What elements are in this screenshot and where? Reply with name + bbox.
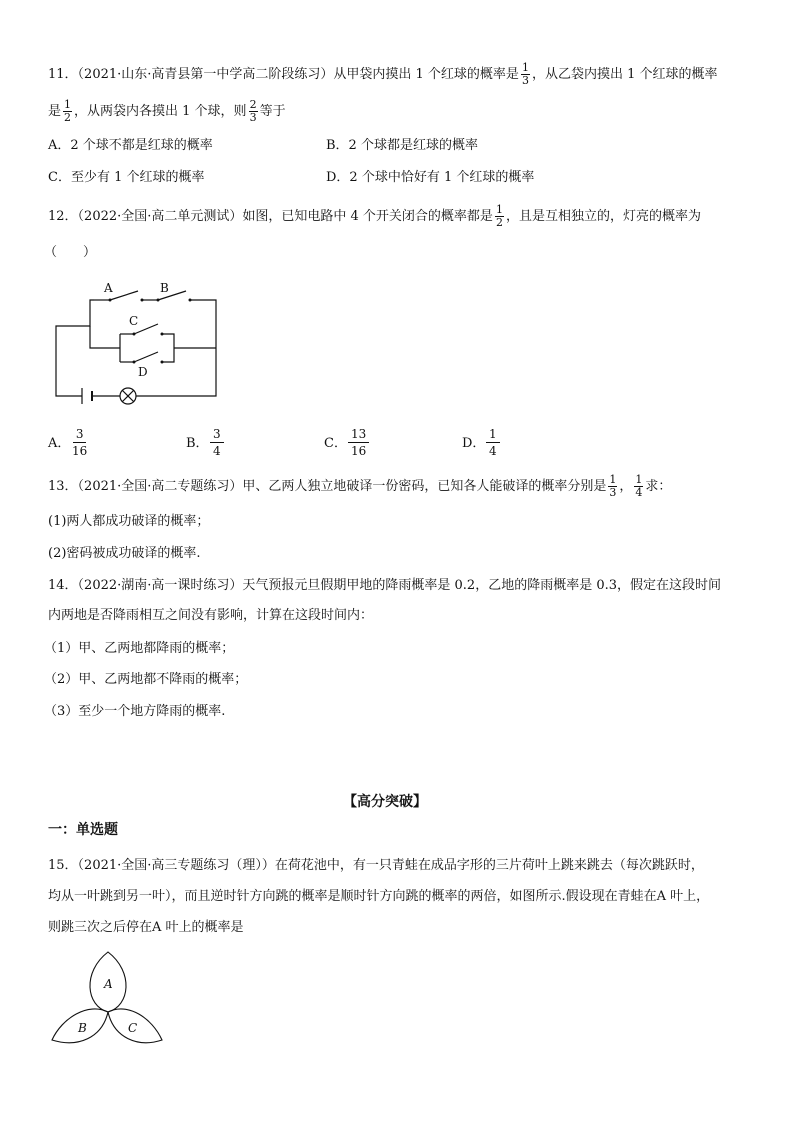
q12-option-c-fraction bbox=[348, 426, 369, 459]
q14-sub1: （1）甲、乙两地都降雨的概率； bbox=[44, 641, 235, 656]
q14-sub3: （3）至少一个地方降雨的概率. bbox=[44, 704, 226, 719]
q11-fraction-3 bbox=[249, 99, 258, 124]
q12-option-c-den: 16 bbox=[351, 444, 367, 458]
q13-frac2-den: 4 bbox=[635, 486, 643, 499]
q11-option-a: A．2 个球不都是红球的概率 bbox=[48, 138, 213, 153]
q15-line3: 则跳三次之后停在A 叶上的概率是 bbox=[48, 920, 244, 935]
q12-option-c-num: 13 bbox=[348, 426, 369, 443]
switch-d-blade bbox=[134, 352, 158, 362]
q12-option-b-num: 3 bbox=[210, 426, 224, 443]
q11-text-1a: 11．（2021·山东·高青县第一中学高二阶段练习）从甲袋内摸出 1 个红球的概率是 bbox=[48, 67, 519, 82]
q11-text-2a: 是 bbox=[48, 104, 62, 119]
leaf-label-a: A bbox=[104, 977, 113, 991]
q12-option-a-num: 3 bbox=[73, 426, 87, 443]
q12-line1 bbox=[48, 204, 701, 229]
circuit-wire-right bbox=[190, 300, 216, 348]
circuit-label-b: B bbox=[160, 281, 169, 295]
section-title: 【高分突破】 bbox=[343, 794, 427, 810]
leaf-label-b: B bbox=[78, 1021, 87, 1035]
q12-circuit-diagram bbox=[40, 278, 240, 408]
q13-fraction-2 bbox=[634, 474, 643, 499]
q11-line2 bbox=[48, 99, 286, 124]
q12-option-b-den: 4 bbox=[213, 444, 221, 458]
q14-line2: 内两地是否降雨相互之间没有影响，计算在这段时间内： bbox=[48, 608, 374, 623]
q12-option-b-fraction bbox=[210, 426, 224, 459]
q11-frac1-num: 1 bbox=[521, 61, 529, 74]
q13-frac1-num: 1 bbox=[609, 473, 617, 486]
q11-line1 bbox=[48, 62, 717, 87]
q13-frac2-num: 1 bbox=[635, 473, 643, 486]
q11-option-c: C．至少有 1 个红球的概率 bbox=[48, 170, 205, 185]
q13-frac1-den: 3 bbox=[609, 486, 617, 499]
q13-sub2: (2)密码被成功破译的概率. bbox=[48, 546, 201, 561]
q15-lotus-leaves-diagram bbox=[48, 946, 168, 1058]
q13-text-1a: 13．（2021·全国·高二专题练习）甲、乙两人独立地破译一份密码，已知各人能破译的概率分别是 bbox=[48, 479, 607, 494]
q12-frac-num: 1 bbox=[495, 203, 503, 216]
q12-text-1a: 12．（2022·全国·高二单元测试）如图，已知电路中 4 个开关闭合的概率都是 bbox=[48, 209, 493, 224]
q12-option-d-den: 4 bbox=[489, 444, 497, 458]
q11-text-1b: ，从乙袋内摸出 1 个红球的概率 bbox=[531, 67, 718, 82]
q11-text-2b: ，从两袋内各摸出 1 个球，则 bbox=[74, 104, 247, 119]
q14-sub2: （2）甲、乙两地都不降雨的概率； bbox=[44, 672, 248, 687]
q12-answer-paren: （ ） bbox=[44, 245, 97, 260]
section-subtitle: 一：单选题 bbox=[48, 822, 118, 838]
q12-option-c-letter: C． bbox=[324, 436, 347, 451]
q11-fraction-1 bbox=[521, 62, 530, 87]
q12-option-a-fraction bbox=[72, 426, 87, 459]
q11-frac3-num: 2 bbox=[249, 98, 257, 111]
q11-frac2-den: 2 bbox=[64, 111, 72, 124]
q12-option-a-den: 16 bbox=[72, 444, 88, 458]
q13-separator: ， bbox=[619, 479, 633, 494]
q12-frac-den: 2 bbox=[495, 216, 503, 229]
q11-option-d: D．2 个球中恰好有 1 个红球的概率 bbox=[326, 170, 535, 185]
switch-a-blade bbox=[110, 291, 138, 300]
q13-fraction-1 bbox=[608, 474, 617, 499]
q13-sub1: (1)两人都成功破译的概率； bbox=[48, 514, 210, 529]
cd-right-bus bbox=[162, 334, 174, 362]
q11-frac2-num: 1 bbox=[64, 98, 72, 111]
circuit-wire-left bbox=[56, 300, 94, 396]
q11-fraction-2 bbox=[63, 99, 72, 124]
q12-option-a-letter: A． bbox=[48, 436, 71, 451]
branch-cd-wire bbox=[90, 326, 120, 348]
q12-option-d-fraction bbox=[486, 426, 500, 459]
q11-text-2c: 等于 bbox=[259, 104, 286, 119]
q15-line1: 15．（2021·全国·高三专题练习（理））在荷花池中，有一只青蛙在成品字形的三片荷叶上跳来跳去（每次跳跃时， bbox=[48, 858, 704, 873]
q12-option-d-num: 1 bbox=[486, 426, 500, 443]
q13-line1 bbox=[48, 474, 671, 499]
q14-line1: 14．（2022·湖南·高一课时练习）天气预报元旦假期甲地的降雨概率是 0.2，乙地的降雨概率是 0.3，假定在这段时间 bbox=[48, 578, 722, 593]
q11-frac3-den: 3 bbox=[249, 111, 257, 124]
circuit-wire-bottom-right bbox=[136, 348, 216, 396]
q11-frac1-den: 3 bbox=[521, 74, 529, 87]
circuit-label-d: D bbox=[138, 365, 148, 379]
circuit-label-a: A bbox=[104, 281, 113, 295]
q12-text-1b: ，且是互相独立的，灯亮的概率为 bbox=[505, 209, 701, 224]
q12-option-b-letter: B． bbox=[186, 436, 209, 451]
leaf-label-c: C bbox=[128, 1021, 138, 1035]
q13-text-1b: 求： bbox=[645, 479, 672, 494]
q11-option-b: B．2 个球都是红球的概率 bbox=[326, 138, 478, 153]
circuit-label-c: C bbox=[129, 314, 139, 328]
q15-line2: 均从一叶跳到另一叶），而且逆时针方向跳的概率是顺时针方向跳的概率的两倍，如图所示.假设现在青蛙在A 叶上， bbox=[48, 889, 710, 904]
q12-option-d-letter: D． bbox=[462, 436, 486, 451]
q12-fraction bbox=[495, 204, 504, 229]
